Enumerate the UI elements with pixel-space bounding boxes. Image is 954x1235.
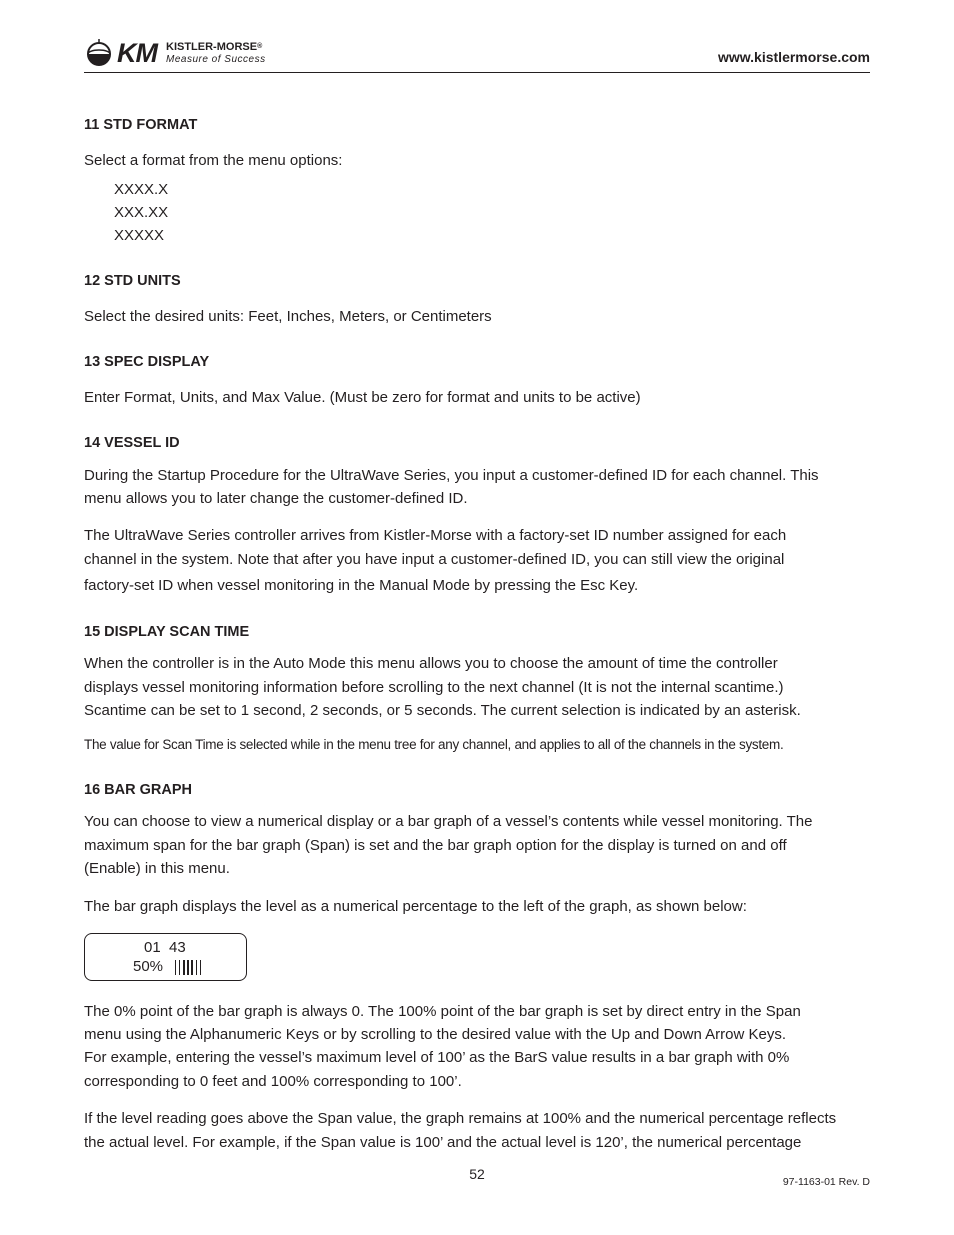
section-paragraph-line: If the level reading goes above the Span value, the graph remains at 100% and the numerical percentage reflects <box>84 1110 837 1127</box>
bar-segment <box>200 960 201 975</box>
bar-segment <box>183 960 184 975</box>
display-bar-graph <box>175 960 201 975</box>
section-paragraph-line: corresponding to 0 feet and 100% corresponding to 100’. <box>84 1073 462 1090</box>
document-revision: 97-1163-01 Rev. D <box>782 1176 870 1188</box>
website-url: www.kistlermorse.com <box>718 49 870 65</box>
section-heading-spec-display: 13 SPEC DISPLAY <box>84 354 210 370</box>
section-paragraph-line: The UltraWave Series controller arrives from Kistler-Morse with a factory-set ID number assigned for each <box>84 527 787 544</box>
logo-mark: KM <box>117 38 157 68</box>
display-percent: 50% <box>133 958 164 975</box>
section-paragraph-line: menu allows you to later change the customer-defined ID. <box>84 490 468 507</box>
section-paragraph-line: maximum span for the bar graph (Span) is set and the bar graph option for the display is turned on and off <box>84 837 787 854</box>
section-paragraph-line: For example, entering the vessel’s maximum level of 100’ as the BarS value results in a bar graph with 0% <box>84 1049 790 1066</box>
section-heading-std-units: 12 STD UNITS <box>84 273 181 289</box>
bar-segment <box>191 960 192 975</box>
section-paragraph-line: the actual level. For example, if the Span value is 100’ and the actual level is 120’, the numerical percentage <box>84 1134 802 1151</box>
bar-graph-display-example <box>84 933 247 981</box>
section-paragraph: Select a format from the menu options: <box>84 152 343 169</box>
section-paragraph-line: displays vessel monitoring information before scrolling to the next channel (It is not the internal scantime.) <box>84 679 784 696</box>
section-paragraph-line: menu using the Alphanumeric Keys or by scrolling to the desired value with the Up and Down Arrow Keys. <box>84 1026 787 1043</box>
page-header <box>84 32 870 73</box>
bar-segment <box>175 960 176 975</box>
section-heading-std-format: 11 STD FORMAT <box>84 117 198 133</box>
display-channel: 01 <box>144 939 161 956</box>
section-paragraph-line: You can choose to view a numerical display or a bar graph of a vessel’s contents while vessel monitoring. The <box>84 813 813 830</box>
section-paragraph: The bar graph displays the level as a numerical percentage to the left of the graph, as shown below: <box>84 898 747 915</box>
bar-segment <box>196 960 197 975</box>
bar-segment <box>187 960 188 975</box>
page-number: 52 <box>469 1166 485 1182</box>
section-paragraph-line: When the controller is in the Auto Mode this menu allows you to choose the amount of time the controller <box>84 655 778 672</box>
section-heading-vessel-id: 14 VESSEL ID <box>84 435 180 451</box>
section-paragraph: Select the desired units: Feet, Inches, Meters, or Centimeters <box>84 308 492 325</box>
format-option: XXXX.X <box>114 181 169 198</box>
format-option: XXX.XX <box>114 204 169 221</box>
section-paragraph: Enter Format, Units, and Max Value. (Must be zero for format and units to be active) <box>84 389 641 406</box>
section-note: The value for Scan Time is selected while in the menu tree for any channel, and applies to all of the channels in the system. <box>84 737 784 752</box>
bar-segment <box>179 960 180 975</box>
logo-company-name: KISTLER-MORSE® <box>166 41 263 53</box>
globe-logo-icon <box>84 37 114 67</box>
section-paragraph-line: factory-set ID when vessel monitoring in the Manual Mode by pressing the Esc Key. <box>84 577 639 594</box>
section-paragraph-line: The 0% point of the bar graph is always 0. The 100% point of the bar graph is set by direct entry in the Span <box>84 1003 801 1020</box>
section-heading-display-scan-time: 15 DISPLAY SCAN TIME <box>84 624 250 640</box>
section-heading-bar-graph: 16 BAR GRAPH <box>84 782 192 798</box>
section-paragraph-line: Scantime can be set to 1 second, 2 seconds, or 5 seconds. The current selection is indicated by an asterisk. <box>84 702 801 719</box>
kistler-morse-logo <box>84 35 284 69</box>
logo-tagline: Measure of Success <box>166 54 266 65</box>
registered-mark: ® <box>257 43 263 50</box>
display-value: 43 <box>169 939 186 956</box>
section-paragraph-line: channel in the system. Note that after you have input a customer-defined ID, you can still view the original <box>84 551 785 568</box>
section-paragraph-line: During the Startup Procedure for the UltraWave Series, you input a customer-defined ID for each channel. This <box>84 467 819 484</box>
section-paragraph-line: (Enable) in this menu. <box>84 860 230 877</box>
format-option: XXXXX <box>114 227 165 244</box>
